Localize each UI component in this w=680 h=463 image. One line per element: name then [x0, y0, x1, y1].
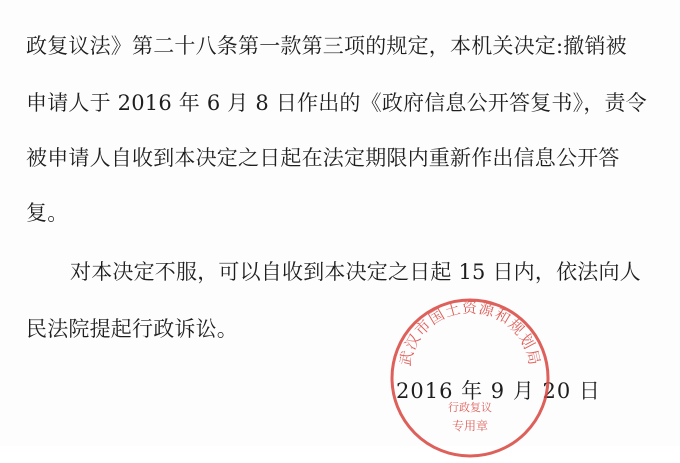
seal-center-text: 行政复议 — [448, 401, 492, 414]
text-line: 申请人于 2016 年 6 月 8 日作出的《政府信息公开答复书》，责令 — [26, 91, 647, 115]
signature-date: 2016 年 9 月 20 日 — [396, 379, 601, 403]
seal-bottom-text: 专用章 — [451, 419, 489, 433]
seal-arc-text: 武汉市国土资源和规划局 — [396, 298, 544, 368]
text-line: 对本决定不服，可以自收到本决定之日起 15 日内，依法向人 — [70, 260, 641, 284]
text-line: 政复议法》第二十八条第一款第三项的规定，本机关决定:撤销被 — [26, 34, 627, 58]
text-line: 复。 — [26, 201, 69, 225]
text-line: 被申请人自收到本决定之日起在法定期限内重新作出信息公开答 — [26, 146, 620, 170]
text-line: 民法院提起行政诉讼。 — [26, 317, 238, 341]
svg-text:武汉市国土资源和规划局 — [396, 299, 544, 368]
official-seal-stamp — [385, 293, 555, 463]
